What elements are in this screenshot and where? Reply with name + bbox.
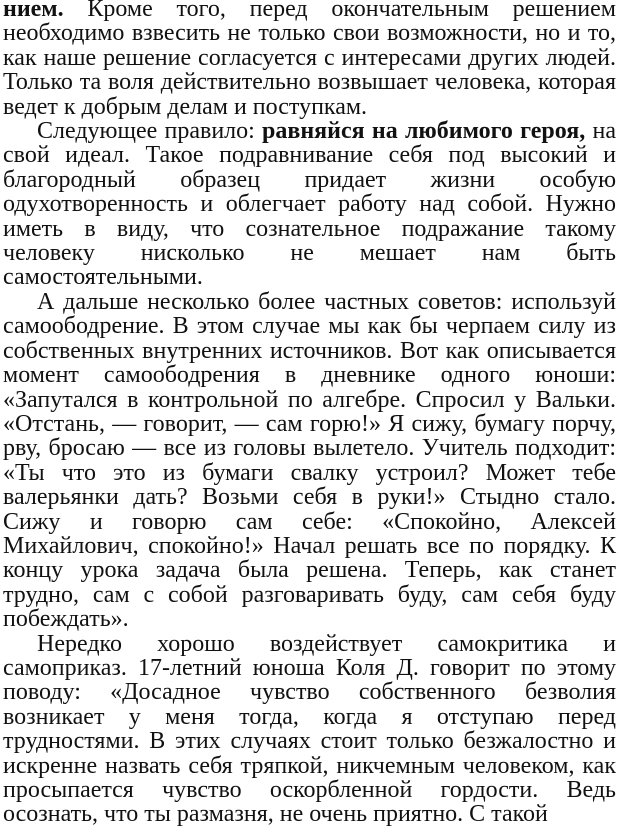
paragraph-3: А дальше несколько более частных советов: используй самоободрение. В этом случае мы как бы черпаем силу из собственных внутренних источников. Вот как описывается момент самоободрения в дневнике одного юноши: «Запутался в контрольной по алгебре. Спросил у Вальки. «Отстань, — говорит, — сам горю!» Я сижу, бумагу порчу, рву, бросаю — все из головы вылетело. Учитель подходит: «Ты что это из бумаги свалку устроил? Может тебе валерьянки дать? Возьми себя в руки!» Стыдно стало. Сижу и говорю сам себе: «Спокойно, Алексей Михайлович, спокойно!» Начал решать все по порядку. К концу урока задача была решена. Теперь, как станет трудно, сам с собой разговаривать буду, сам себя буду побеждать». — [3, 288, 616, 633]
paragraph-2-before: Следующее правило: — [37, 118, 263, 145]
paragraph-2-after: на свой идеал. Такое подравнивание себя под высокий и благородный образец придает жизни особую одухотворенность и облегчает работу над собой. Нужно иметь в виду, что сознательное подражание такому человеку нисколько не мешает нам быть самостоятельными. — [3, 118, 617, 291]
paragraph-2-bold: равняйся на любимого героя, — [262, 118, 586, 145]
paragraph-4: Нередко хорошо воздействует самокритика и самоприказ. 17-летний юноша Коля Д. говорит по этому поводу: «Досадное чувство собственного безволия возникает у меня тогда, когда я отступаю перед трудностями. В этих случаях стоит только безжалостно и искренне назвать себя тряпкой, никчемным человеком, как просыпается чувство оскорбленной гордости. Ведь осознать, что ты размазня, не очень приятно. С такой — [3, 630, 616, 828]
paragraph-1 — [3, 0, 616, 119]
paragraph-1-text: Кроме того, перед окончательным решением необходимо взвесить не только свои возможности, но и то, как наше решение согласуется с интересами других людей. Только та воля действительно возвышает человека, которая ведет к добрым делам и поступкам. — [3, 0, 616, 120]
paragraph-1-bold-lead: нием. — [3, 0, 64, 22]
paragraph-2 — [3, 119, 616, 290]
